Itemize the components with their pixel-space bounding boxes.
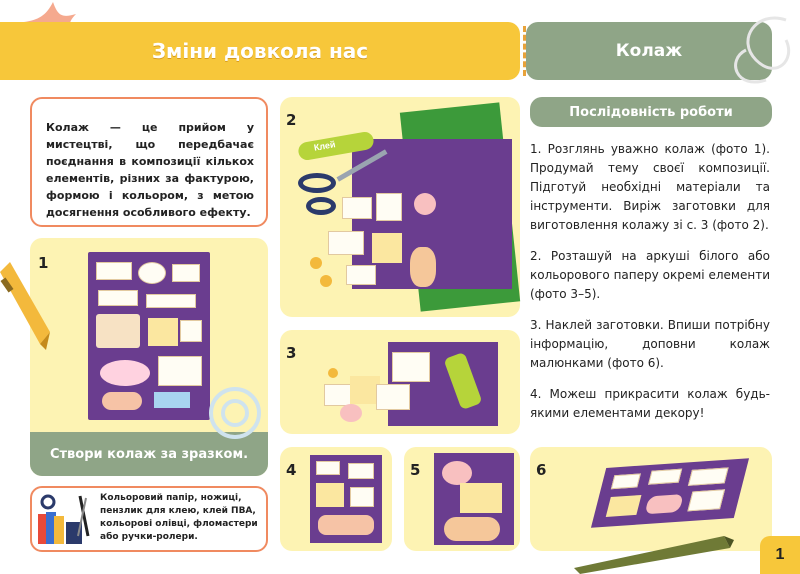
photo-number: 1 bbox=[38, 254, 49, 272]
photo-number: 4 bbox=[286, 461, 297, 479]
page-title: Зміни довкола нас bbox=[151, 39, 369, 63]
section-title: Колаж bbox=[526, 22, 772, 80]
panel-1-caption: Створи колаж за зразком. bbox=[30, 432, 268, 476]
photo-panel-4 bbox=[280, 447, 392, 551]
step-item: 2. Розташуй на аркуші білого або кольорового паперу окремі елементи (фото 3–5). bbox=[530, 249, 770, 301]
glue-label: Клей bbox=[313, 139, 337, 153]
materials-text: Кольоровий папір, ножиці, пензлик для клею, клей ПВА, кольорові олівці, фломастери або ручки-ролери. bbox=[100, 493, 258, 542]
step-item: 4. Можеш прикрасити колаж будь-якими елементами декору! bbox=[530, 387, 770, 420]
photo-number: 3 bbox=[286, 344, 297, 362]
finished-collage-image bbox=[591, 458, 749, 528]
art-supplies-icon bbox=[36, 492, 94, 548]
photo-panel-5 bbox=[404, 447, 520, 551]
step-item: 3. Наклей заготовки. Впиши потрібну інформацію, доповни колаж малюнками (фото 6). bbox=[530, 318, 770, 370]
photo-number: 2 bbox=[286, 111, 297, 129]
photo-panel-2 bbox=[280, 97, 520, 317]
scissors-image bbox=[298, 173, 336, 193]
page-number: 1 bbox=[760, 536, 800, 574]
crayon-decoration-icon bbox=[574, 528, 734, 574]
swirl-decoration-icon bbox=[716, 0, 800, 100]
definition-box: Колаж — це прийом у мистецтві, що передбачає поєднання в композиції кількох елементів, різних за фактурою, формою і кольором, з метою досягнення особливого ефекту. bbox=[30, 97, 268, 227]
photo-number: 5 bbox=[410, 461, 421, 479]
collage-sample-image bbox=[88, 252, 210, 420]
photo-number: 6 bbox=[536, 461, 547, 479]
photo-panel-3 bbox=[280, 330, 520, 434]
steps-list bbox=[530, 140, 770, 435]
sequence-title: Послідовність роботи bbox=[530, 97, 772, 127]
collage-step-image bbox=[434, 453, 514, 545]
collage-step-image bbox=[310, 455, 382, 543]
swirl-decoration-icon bbox=[200, 378, 270, 448]
crayon-decoration-icon bbox=[0, 262, 50, 352]
step-item: 1. Розглянь уважно колаж (фото 1). Продумай тему своєї композиції. Підготуй необхідні матеріали та інструменти. Виріж заготовки для виготовлення колажу зі с. 3 (фото 2). bbox=[530, 142, 770, 232]
